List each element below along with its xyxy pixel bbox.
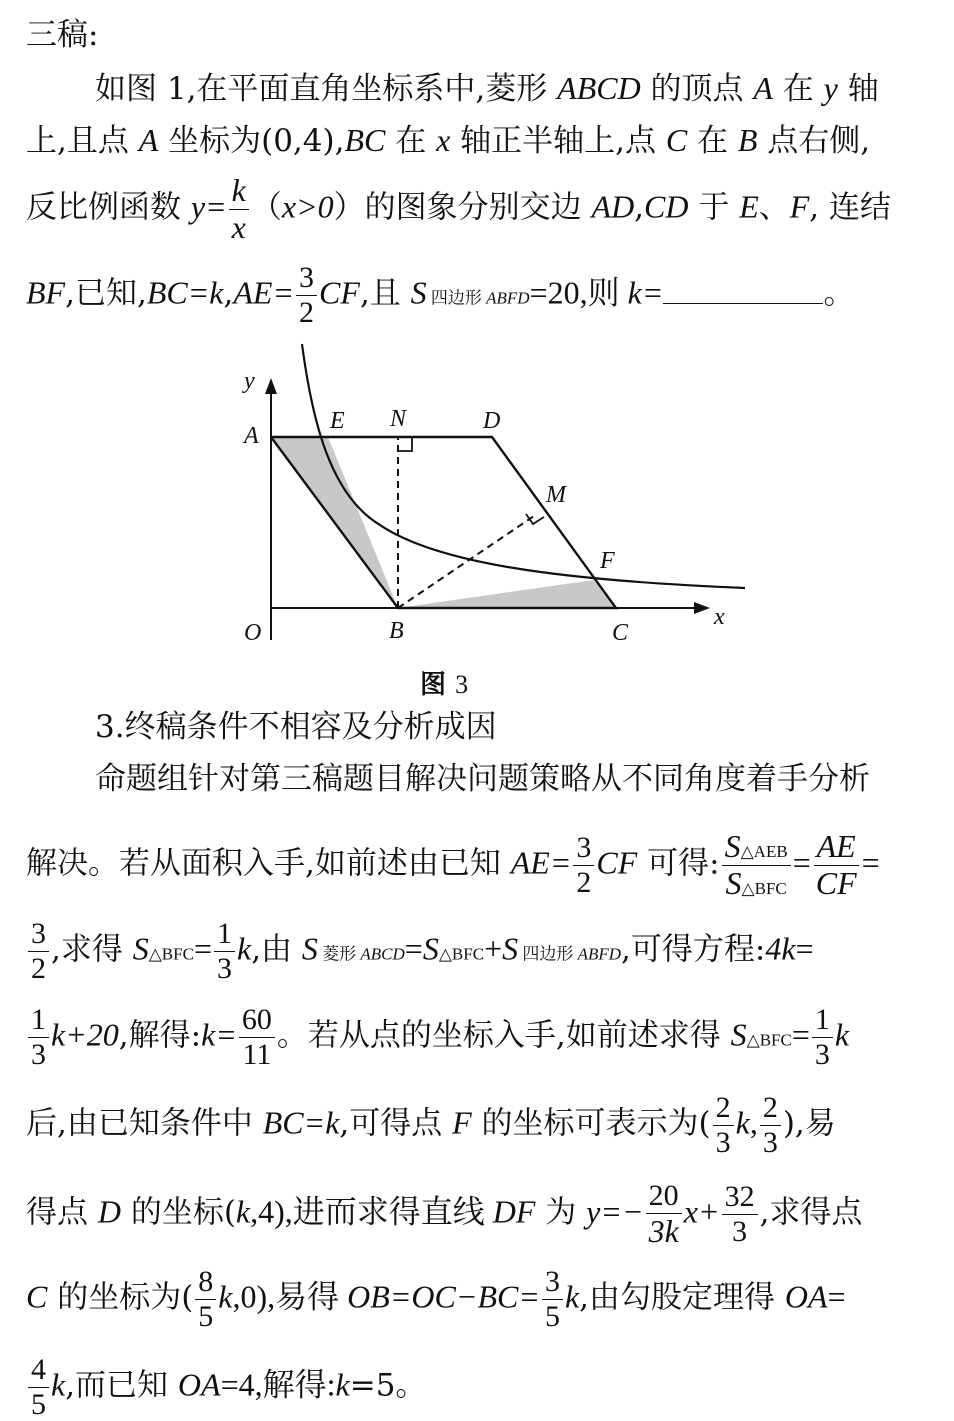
label-C: C [612, 620, 629, 646]
analysis-line-7: C 的坐标为( $\frac{8}{5}$ k,0),易得 OB=OC−BC= $\frac{3}{5}$ k,由勾股定理得 OA= [26, 1265, 846, 1333]
fraction-area-ratio: $\frac{\text{S△AEB}}{\text{S△BFC}}$ [722, 830, 791, 900]
label-A: A [244, 423, 259, 449]
fraction-k-over-x: $\frac{k}{x}$ [229, 174, 249, 244]
label-M: M [546, 482, 566, 508]
analysis-line-3: $\frac{3}{2}$ ,求得 S△BFC= $\frac{1}{3}$ k,由 S 菱形 ABCD=S△BFC+S 四边形 ABFD,可得方程:4k= [26, 918, 814, 984]
label-y: y [244, 368, 255, 394]
geometry-figure [220, 340, 760, 660]
x-axis-arrow [694, 602, 710, 614]
label-x: x [714, 604, 725, 630]
right-angle-N [398, 437, 412, 451]
analysis-line-5: 后,由已知条件中 BC=k,可得点 F 的坐标可表示为( $\frac{2}{3}$ k, $\frac{2}{3}$ ),易 [26, 1091, 836, 1159]
label-F: F [600, 548, 615, 574]
analysis-line-2: 解决。若从面积入手,如前述由已知 AE= $\frac{3}{2}$ CF 可得: $\frac{\text{S△AEB}}{\text{S△BFC}}$ = $\frac{AE}{CF}$ = [26, 828, 880, 901]
figure-caption: 图 3 [420, 670, 469, 700]
problem-line-4: BF,已知,BC=k,AE= $\frac{3}{2}$ CF,且 S 四边形 ABFD=20,则 k= 。 [26, 261, 855, 329]
analysis-line-1: 命题组针对第三稿题目解决问题策略从不同角度着手分析 [95, 761, 870, 797]
answer-blank [663, 277, 823, 304]
y-axis-arrow [265, 378, 277, 394]
label-O: O [244, 620, 262, 646]
section-title: 3.终稿条件不相容及分析成因 [95, 709, 497, 745]
problem-line-1: 如图 1,在平面直角坐标系中,菱形 ABCD 的顶点 A 在 y 轴 [95, 70, 879, 107]
label-D: D [483, 408, 501, 434]
label-B: B [389, 618, 404, 644]
draft-heading: 三稿: [26, 17, 99, 53]
analysis-line-8: $\frac{4}{5}$ k,而已知 OA=4,解得:k=5。 [26, 1354, 426, 1420]
fraction-3-over-2: $\frac{3}{2}$ [296, 262, 317, 328]
analysis-line-4: $\frac{1}{3}$ k+20,解得:k= $\frac{60}{11}$ 。若从点的坐标入手,如前述求得 S△BFC= $\frac{1}{3}$ k [26, 1004, 849, 1070]
label-N: N [390, 406, 407, 432]
right-angle-M [526, 514, 544, 524]
problem-line-2: 上,且点 A 坐标为(0,4),BC 在 x 轴正半轴上,点 C 在 B 点右侧, [26, 122, 871, 159]
label-E: E [330, 408, 345, 434]
shaded-triangle-BFC [398, 580, 616, 608]
problem-line-3: 反比例函数 y= $\frac{k}{x}$ （x>0）的图象分别交边 AD,CD 于 E、F, 连结 [26, 172, 892, 245]
analysis-line-6: 得点 D 的坐标(k,4),进而求得直线 DF 为 y=− $\frac{20}{3k}$ x+ $\frac{32}{3}$ ,求得点 [26, 1179, 863, 1249]
